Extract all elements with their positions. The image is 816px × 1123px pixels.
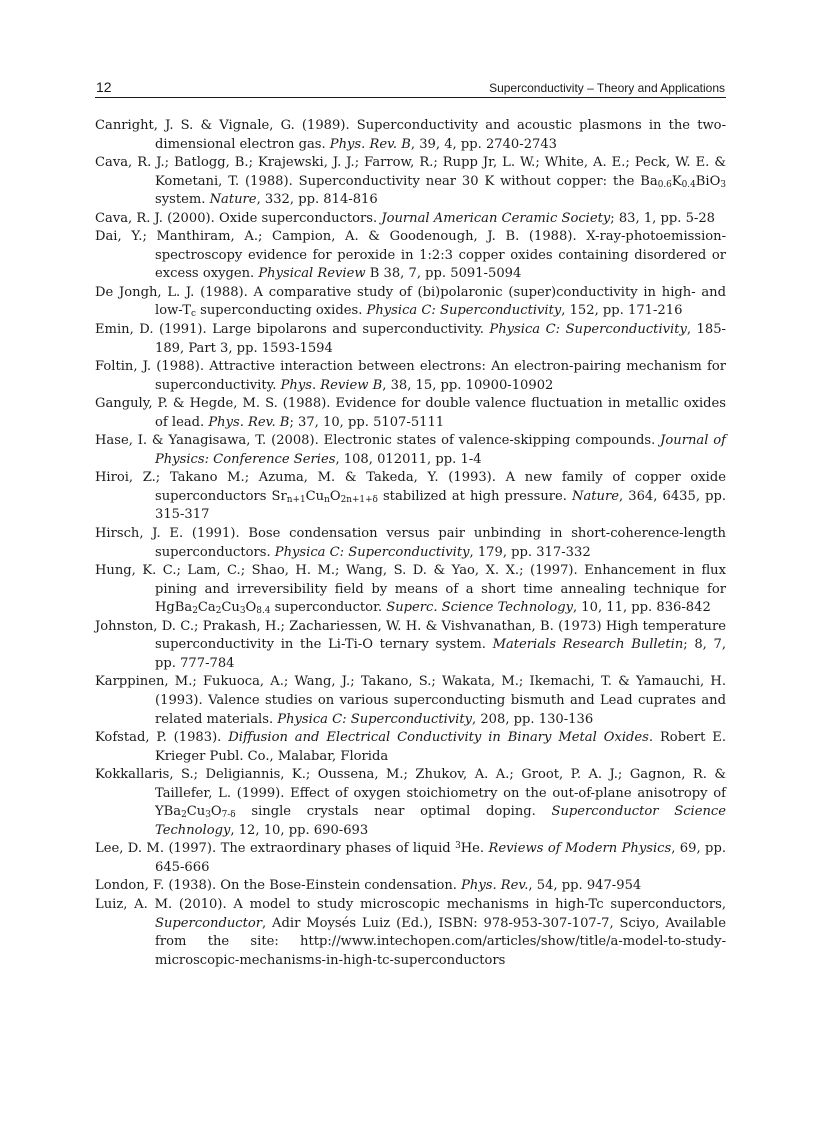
reference-title-italic: Physica C: Superconductivity [489,322,687,338]
reference-text: London, F. (1938). On the Bose-Einstein condensation. [95,878,462,894]
reference-text: Canright, J. S. & Vignale, G. (1989). Superconductivity and acoustic plasmons in the two-dimensional electron gas. [95,118,726,152]
reference-entry [95,525,726,562]
reference-text: B 38, 7, pp. 5091-5094 [365,266,522,282]
reference-text: Johnston, D. C.; Prakash, H.; Zachariessen, W. H. & Vishvanathan, B. (1973) High temperature superconductivity in the Li-Ti-O ternary system. [95,618,726,653]
reference-entry [95,358,726,395]
reference-text: O [329,488,341,504]
reference-title-italic: Journal of Physics: Conference Series [155,433,726,467]
reference-title-italic: Journal American Ceramic Society [381,210,611,226]
reference-text: , 332, pp. 814-816 [256,192,378,208]
reference-title-italic: Superconductor [155,915,262,931]
reference-title-italic: Phys. Review B [280,377,383,393]
reference-text: 3 [239,606,246,617]
reference-text: K [671,173,682,189]
reference-title-italic: Physica C: Superconductivity [274,544,470,560]
reference-entry [95,618,726,674]
reference-entry [95,840,726,877]
reference-text: Kokkallaris, S.; Deligiannis, K.; Oussena, M.; Zhukov, A. A.; Groot, P. A. J.; Gagnon, R. & Taillefer, L. (1999). Effect of oxygen stoichiometry on the out-of-plane anisotropy of YBa [95,767,726,820]
reference-text: ; 83, 1, pp. 5-28 [610,210,715,226]
reference-text: O [245,600,257,616]
reference-text: single crystals near optimal doping. [235,804,552,820]
reference-title-italic: Phys. Rev. B [329,136,411,152]
reference-text: , 179, pp. 317-332 [469,544,591,560]
reference-title-italic: Diffusion and Electrical Conductivity in Binary Metal Oxides. [228,730,654,746]
reference-text: Luiz, A. M. (2010). A model to study microscopic mechanisms in high-Tc superconductors, [95,896,726,912]
reference-text: superconductor. [270,600,387,616]
reference-title-italic: Reviews of Modern Physics [488,841,672,857]
reference-text: , 10, 11, pp. 836-842 [572,600,711,616]
reference-text: Lee, D. M. (1997). The extraordinary phases of liquid [95,841,456,857]
reference-entry [95,562,726,618]
reference-text: Karppinen, M.; Fukuoca, A.; Wang, J.; Takano, S.; Wakata, M.; Ikemachi, T. & Yamauchi, H. (1993). Valence studies on various superconducting bismuth and Lead cuprates and related materials. [95,674,726,727]
reference-entry [95,896,726,970]
reference-text: , 208, pp. 130-136 [472,711,594,727]
reference-text: 3 [205,810,211,821]
reference-text: 7-δ [221,810,236,821]
reference-text: , 364, 6435, pp. 315-317 [155,488,726,523]
reference-text: , 12, 10, pp. 690-693 [230,822,369,838]
page-header [95,79,726,98]
reference-text: 3 [720,179,726,190]
reference-title-italic: Phys. Rev. [461,878,529,894]
reference-text: , 185-189, Part 3, pp. 1593-1594 [155,322,726,356]
reference-text: 2 [192,606,198,617]
reference-text: n [324,495,330,506]
reference-entry [95,395,726,432]
reference-text: Cu [221,600,240,616]
reference-text: Hirsch, J. E. (1991). Bose condensation versus pair unbinding in short-coherence-length superconductors. [95,526,726,560]
reference-text: Cava, R. J.; Batlogg, B.; Krajewski, J. J.; Farrow, R.; Rupp Jr, L. W.; White, A. E.; Peck, W. E. & Kometani, T. (1988). Superconductivity near 30 K without copper: the Ba [95,155,726,189]
page-number: 12 [96,79,112,95]
reference-text: BiO [695,173,721,189]
reference-text: Foltin, J. (1988). Attractive interaction between electrons: An electron-pairing mechanism for superconductivity. [95,359,726,393]
reference-text: Ca [197,600,216,616]
reference-text: n+1 [286,495,306,506]
reference-text: 0.6 [657,179,672,190]
reference-text: Ganguly, P. & Hegde, M. S. (1988). Evidence for double valence fluctuation in metallic oxides of lead. [95,396,726,430]
reference-text: , 39, 4, pp. 2740-2743 [410,136,558,152]
reference-text: , 152, pp. 171-216 [561,303,683,319]
reference-text: Cu [305,488,325,504]
reference-entry [95,729,726,766]
reference-text: O [210,804,222,820]
reference-entry [95,117,726,154]
reference-text: He. [460,841,489,857]
reference-entry [95,766,726,840]
reference-list [95,117,726,970]
reference-text: Hung, K. C.; Lam, C.; Shao, H. M.; Wang, S. D. & Yao, X. X.; (1997). Enhancement in flux pining and irreversibility field by means of a short time annealing technique for HgBa [95,563,726,616]
reference-entry [95,284,726,321]
reference-text: 2n+1+δ [340,495,378,506]
reference-text: , Adir Moysés Luiz (Ed.), ISBN: 978-953-307-107-7, Sciyo, Available from the site: http://www.intechopen.com/articles/show/title/a-model-to-study-microscopic-mechanisms-in-high-tc-superconductors [155,915,726,968]
reference-text: Hase, I. & Yanagisawa, T. (2008). Electronic states of valence-skipping compounds. [95,433,661,449]
reference-text: Emin, D. (1991). Large bipolarons and superconductivity. [95,322,490,338]
reference-text: , 54, pp. 947-954 [528,878,642,894]
reference-text: Cu [186,804,206,820]
reference-text: Hiroi, Z.; Takano M.; Azuma, M. & Takeda, Y. (1993). A new family of copper oxide superconductors Sr [95,470,726,504]
reference-text: system. [155,192,210,208]
reference-entry [95,432,726,469]
reference-title-italic: Superc. Science Technology [386,600,573,616]
reference-entry [95,469,726,525]
reference-text: superconducting oxides. [195,303,367,319]
reference-text: 3 [455,841,461,852]
reference-text: , 108, 012011, pp. 1-4 [335,451,482,467]
reference-title-italic: Phys. Rev. B [208,414,290,430]
reference-text: 8.4 [256,606,271,617]
reference-entry [95,877,726,896]
reference-entry [95,321,726,358]
reference-text: c [190,309,196,320]
reference-text: ; 37, 10, pp. 5107-5111 [289,414,445,430]
reference-title-italic: Nature [209,192,257,208]
reference-text: stabilized at high pressure. [377,488,573,504]
reference-text: 0.4 [681,179,696,190]
running-title: Superconductivity – Theory and Applications [489,81,725,95]
reference-text: 2 [181,810,187,821]
reference-text: Kofstad, P. (1983). [95,730,229,746]
reference-text: , 38, 15, pp. 10900-10902 [382,377,554,393]
reference-text: 2 [215,606,222,617]
reference-text: Cava, R. J. (2000). Oxide superconductors. [95,210,382,226]
reference-text: , 69, pp. 645-666 [155,841,726,875]
reference-text: Robert E. Krieger Publ. Co., Malabar, Florida [155,730,726,764]
reference-entry [95,210,726,229]
reference-title-italic: Nature [572,488,619,504]
reference-title-italic: Physica C: Superconductivity [366,303,562,319]
reference-entry [95,154,726,210]
reference-text: ; 8, 7, pp. 777-784 [155,637,726,671]
reference-title-italic: Materials Research Bulletin [492,637,684,653]
reference-entry [95,228,726,284]
reference-title-italic: Physical Review [258,266,366,282]
reference-entry [95,673,726,729]
reference-title-italic: Superconductor Science Technology [155,804,726,838]
reference-text: Dai, Y.; Manthiram, A.; Campion, A. & Goodenough, J. B. (1988). X-ray-photoemission-spectroscopy evidence for peroxide in 1:2:3 copper oxides containing disordered or excess oxygen. [95,229,726,282]
reference-text: De Jongh, L. J. (1988). A comparative study of (bi)polaronic (super)conductivity in high- and low-T [95,284,726,319]
reference-title-italic: Physica C: Superconductivity [277,711,473,727]
